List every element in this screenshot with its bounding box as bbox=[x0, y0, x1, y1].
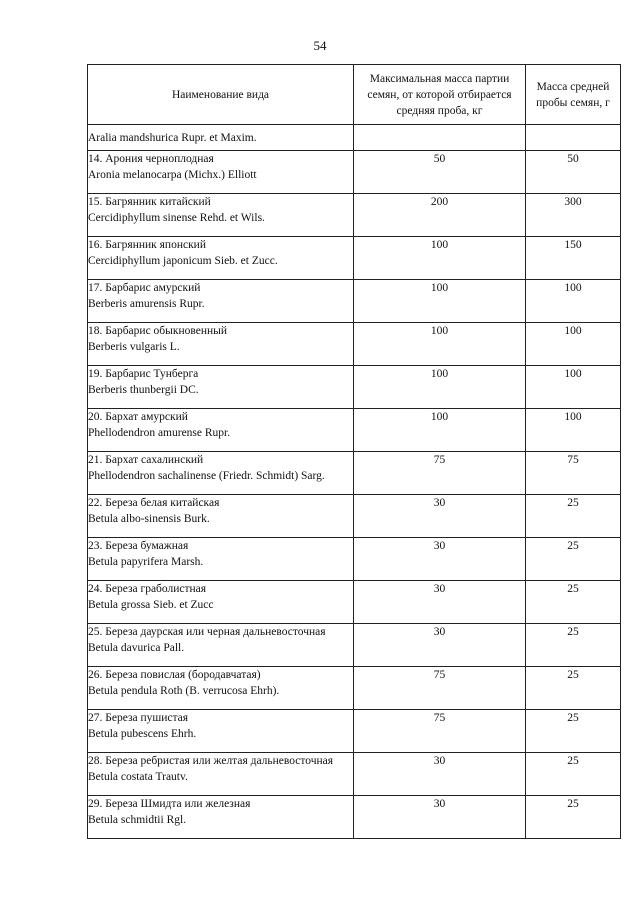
species-latin-name: Berberis thunbergii DC. bbox=[88, 384, 199, 396]
species-russian-name: 17. Барбарис амурский bbox=[88, 282, 201, 294]
table-row bbox=[88, 624, 621, 667]
species-russian-name: 26. Береза повислая (бородавчатая) bbox=[88, 669, 261, 681]
table-row bbox=[88, 125, 621, 151]
avg-mass-cell: 100 bbox=[526, 280, 621, 323]
table-row bbox=[88, 151, 621, 194]
species-latin-name: Berberis amurensis Rupr. bbox=[88, 298, 205, 310]
species-name-cell bbox=[88, 538, 354, 581]
avg-mass-cell: 150 bbox=[526, 237, 621, 280]
species-name-cell bbox=[88, 409, 354, 452]
species-latin-name: Cercidiphyllum japonicum Sieb. et Zucc. bbox=[88, 255, 278, 267]
species-russian-name: 24. Береза граболистная bbox=[88, 583, 207, 595]
table-row bbox=[88, 366, 621, 409]
species-russian-name: 18. Барбарис обыкновенный bbox=[88, 325, 228, 337]
species-name-cell bbox=[88, 194, 354, 237]
species-russian-name: 14. Арония черноплодная bbox=[88, 153, 214, 165]
species-latin-name: Phellodendron amurense Rupr. bbox=[88, 427, 231, 439]
avg-mass-cell: 25 bbox=[526, 796, 621, 839]
max-mass-cell: 30 bbox=[354, 796, 526, 839]
species-latin-name: Cercidiphyllum sinense Rehd. et Wils. bbox=[88, 212, 265, 224]
species-russian-name: 15. Багрянник китайский bbox=[88, 196, 211, 208]
species-name-cell bbox=[88, 237, 354, 280]
species-latin-name: Phellodendron sachalinense (Friedr. Schmidt) Sarg. bbox=[88, 470, 325, 482]
species-latin-name: Betula costata Trautv. bbox=[88, 771, 188, 783]
species-name-cell bbox=[88, 125, 354, 151]
species-name-cell bbox=[88, 366, 354, 409]
max-mass-cell: 75 bbox=[354, 710, 526, 753]
max-mass-cell: 100 bbox=[354, 409, 526, 452]
species-russian-name: 27. Береза пушистая bbox=[88, 712, 189, 724]
species-latin-name: Aronia melanocarpa (Michx.) Elliott bbox=[88, 169, 257, 181]
header-avg-sample-mass bbox=[526, 65, 621, 125]
species-latin-name: Betula papyrifera Marsh. bbox=[88, 556, 204, 568]
avg-mass-cell: 25 bbox=[526, 581, 621, 624]
species-name-cell bbox=[88, 280, 354, 323]
species-name-cell bbox=[88, 667, 354, 710]
max-mass-cell: 30 bbox=[354, 624, 526, 667]
table-row bbox=[88, 710, 621, 753]
avg-mass-cell: 25 bbox=[526, 753, 621, 796]
avg-mass-cell: 75 bbox=[526, 452, 621, 495]
avg-mass-cell: 100 bbox=[526, 323, 621, 366]
avg-mass-cell bbox=[526, 125, 621, 151]
species-latin-name: Berberis vulgaris L. bbox=[88, 341, 180, 353]
table-row bbox=[88, 280, 621, 323]
species-name-cell bbox=[88, 753, 354, 796]
species-russian-name: 20. Бархат амурский bbox=[88, 411, 188, 423]
species-name-cell bbox=[88, 710, 354, 753]
max-mass-cell: 50 bbox=[354, 151, 526, 194]
species-latin-name: Betula pubescens Ehrh. bbox=[88, 728, 197, 740]
species-name-cell bbox=[88, 581, 354, 624]
table-row bbox=[88, 581, 621, 624]
avg-mass-cell: 100 bbox=[526, 409, 621, 452]
header-max-line: Максимальная масса партии bbox=[369, 72, 510, 85]
avg-mass-cell: 25 bbox=[526, 538, 621, 581]
species-russian-name: 21. Бархат сахалинский bbox=[88, 454, 204, 466]
header-species-name: Наименование вида bbox=[88, 65, 354, 125]
species-russian-name: 19. Барбарис Тунберга bbox=[88, 368, 199, 380]
table-header-row bbox=[88, 65, 621, 125]
species-seed-table bbox=[87, 64, 621, 839]
table-row bbox=[88, 323, 621, 366]
species-russian-name: 29. Береза Шмидта или железная bbox=[88, 798, 251, 810]
species-russian-name: 25. Береза даурская или черная дальневосточная bbox=[88, 626, 326, 638]
max-mass-cell: 30 bbox=[354, 495, 526, 538]
species-latin-name: Betula albo-sinensis Burk. bbox=[88, 513, 210, 525]
header-max-lot-mass bbox=[354, 65, 526, 125]
header-avg-line: пробы семян, г bbox=[536, 96, 610, 109]
species-name-cell bbox=[88, 624, 354, 667]
species-russian-name: 23. Береза бумажная bbox=[88, 540, 189, 552]
species-latin-name: Aralia mandshurica Rupr. et Maxim. bbox=[88, 131, 257, 144]
max-mass-cell: 100 bbox=[354, 366, 526, 409]
max-mass-cell: 100 bbox=[354, 280, 526, 323]
species-name-cell bbox=[88, 796, 354, 839]
species-russian-name: 16. Багрянник японский bbox=[88, 239, 206, 251]
table-row bbox=[88, 495, 621, 538]
species-name-cell bbox=[88, 323, 354, 366]
species-latin-name: Betula schmidtii Rgl. bbox=[88, 814, 187, 826]
species-russian-name: 22. Береза белая китайская bbox=[88, 497, 220, 509]
table-row bbox=[88, 796, 621, 839]
header-max-line: средняя проба, кг bbox=[396, 104, 483, 117]
table-row bbox=[88, 667, 621, 710]
max-mass-cell: 200 bbox=[354, 194, 526, 237]
max-mass-cell: 100 bbox=[354, 237, 526, 280]
avg-mass-cell: 25 bbox=[526, 495, 621, 538]
species-latin-name: Betula grossa Sieb. et Zucc bbox=[88, 599, 214, 611]
max-mass-cell: 75 bbox=[354, 667, 526, 710]
table-row bbox=[88, 753, 621, 796]
species-name-cell bbox=[88, 151, 354, 194]
avg-mass-cell: 100 bbox=[526, 366, 621, 409]
max-mass-cell: 30 bbox=[354, 753, 526, 796]
avg-mass-cell: 25 bbox=[526, 710, 621, 753]
species-name-cell bbox=[88, 495, 354, 538]
avg-mass-cell: 25 bbox=[526, 667, 621, 710]
header-max-line: семян, от которой отбирается bbox=[367, 88, 512, 101]
max-mass-cell: 30 bbox=[354, 538, 526, 581]
header-avg-line: Масса средней bbox=[536, 80, 610, 93]
table-row bbox=[88, 452, 621, 495]
max-mass-cell bbox=[354, 125, 526, 151]
max-mass-cell: 75 bbox=[354, 452, 526, 495]
page-number: 54 bbox=[313, 38, 327, 53]
species-russian-name: 28. Береза ребристая или желтая дальневосточная bbox=[88, 755, 334, 767]
table-row bbox=[88, 538, 621, 581]
species-latin-name: Betula davurica Pall. bbox=[88, 642, 185, 654]
avg-mass-cell: 50 bbox=[526, 151, 621, 194]
max-mass-cell: 100 bbox=[354, 323, 526, 366]
avg-mass-cell: 300 bbox=[526, 194, 621, 237]
table-row bbox=[88, 237, 621, 280]
species-latin-name: Betula pendula Roth (B. verrucosa Ehrh). bbox=[88, 685, 280, 697]
avg-mass-cell: 25 bbox=[526, 624, 621, 667]
max-mass-cell: 30 bbox=[354, 581, 526, 624]
table-row bbox=[88, 409, 621, 452]
species-name-cell bbox=[88, 452, 354, 495]
table-row bbox=[88, 194, 621, 237]
